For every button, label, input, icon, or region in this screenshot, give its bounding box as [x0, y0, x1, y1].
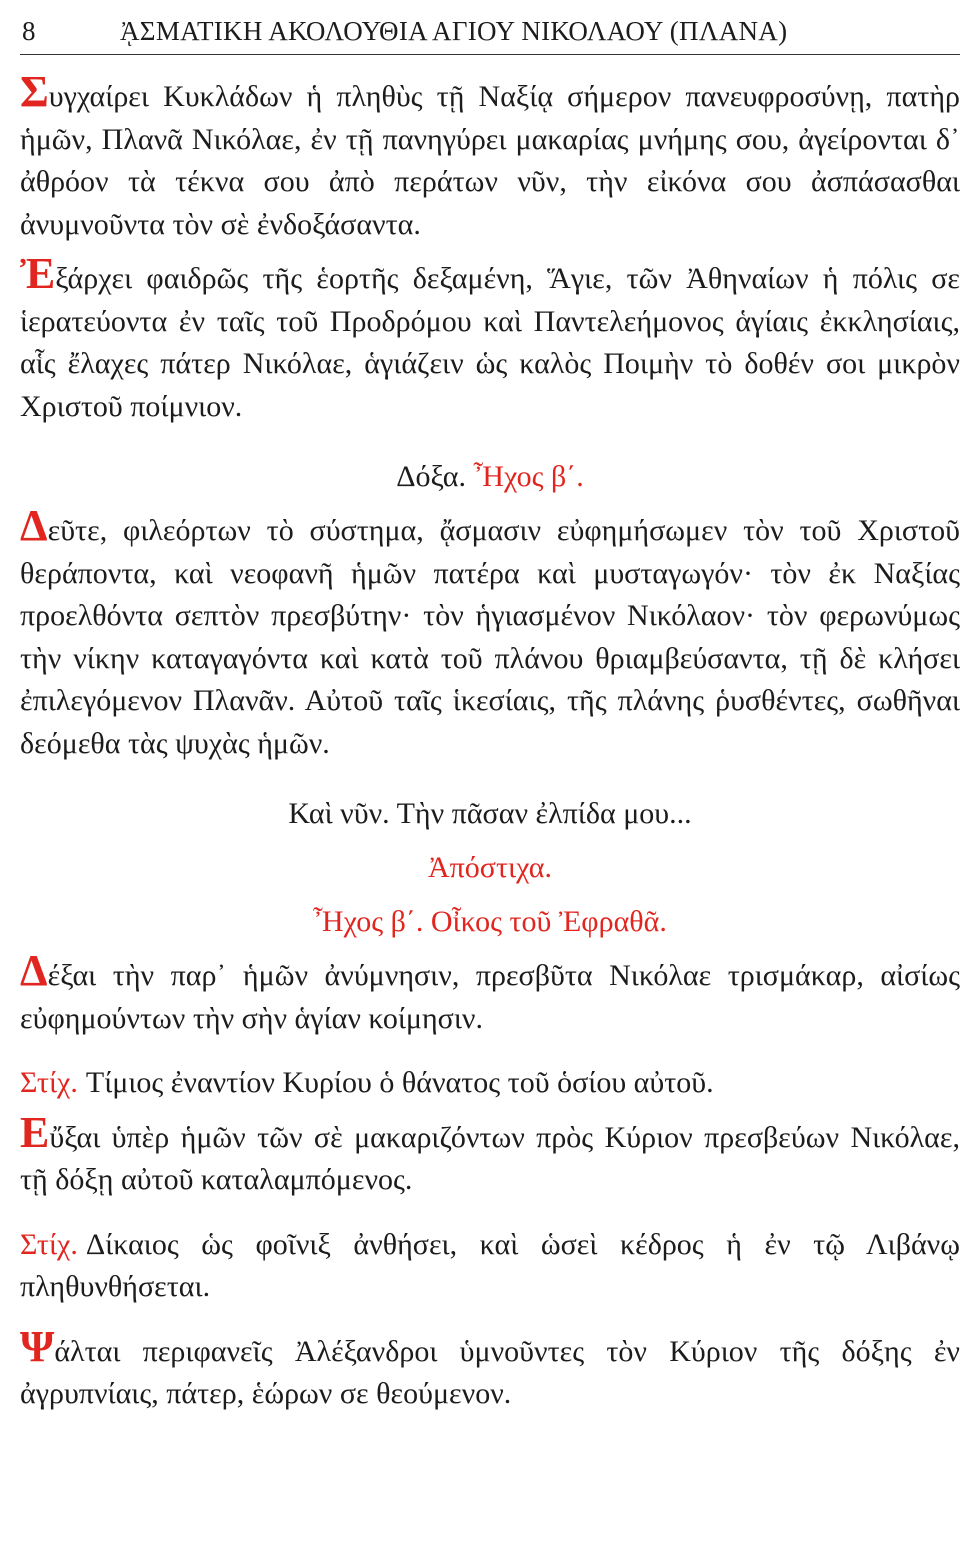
drop-cap: Σ — [20, 67, 49, 116]
tone-label: Ἦχος β΄. — [473, 460, 584, 493]
page-number: 8 — [22, 16, 36, 46]
tone-heading: Ἦχος β΄. Οἶκος τοῦ Ἐφραθᾶ. — [313, 905, 667, 938]
drop-cap: Δ — [20, 501, 48, 550]
verse-text: Τίμιος ἐναντίον Κυρίου ὁ θάνατος τοῦ ὁσίου αὐτοῦ. — [85, 1066, 714, 1099]
doxa-label: Δόξα. — [396, 460, 466, 493]
hymn-paragraph-4 — [20, 946, 960, 1040]
page-body — [20, 67, 960, 1416]
drop-cap: Ψ — [20, 1321, 55, 1371]
verse-label: Στίχ. — [20, 1066, 78, 1099]
kai-nyn-line: Καὶ νῦν. Τὴν πᾶσαν ἐλπίδα μου... — [288, 797, 692, 830]
drop-cap: Ἐ — [20, 249, 56, 298]
verse-line-2 — [20, 1224, 960, 1309]
hymn-text: ὔξαι ὑπὲρ ἡμῶν τῶν σὲ μακαριζόντων πρὸς Κύριον πρεσβεύων Νικόλαε, τῇ δόξῃ αὐτοῦ καταλαμπόμενος. — [20, 1120, 960, 1196]
aposticha-heading: Ἀπόστιχα. — [428, 851, 552, 884]
hymn-text: ξάρχει φαιδρῶς τῆς ἑορτῆς δεξαμένη, Ἅγιε, τῶν Ἀθηναίων ἡ πόλις σε ἱερατεύοντα ἐν ταῖς τοῦ Προδρόμου καὶ Παντελεήμονος ἁγίαις ἐκκλησίαις, αἷς ἔλαχες πάτερ Νικόλαε, ἁγιάζειν ὡς καλὸς Ποιμὴν τὸ δοθέν σοι μικρὸν Χριστοῦ ποίμνιον. — [20, 262, 960, 423]
drop-cap: Δ — [20, 946, 48, 995]
hymn-paragraph-6 — [20, 1321, 960, 1416]
hymn-text: έξαι τὴν παρ᾽ ἡμῶν ἀνύμνησιν, πρεσβῦτα Νικόλαε τρισμάκαρ, αἰσίως εὐφημούντων τὴν σὴν ἁγίαν κοίμησιν. — [20, 959, 960, 1035]
hymn-text: άλται περιφανεῖς Ἀλέξανδροι ὑμνοῦντες τὸν Κύριον τῆς δόξης ἐν ἀγρυπνίαις, πάτερ, ἑώρων σε θεούμενον. — [20, 1334, 960, 1410]
running-title: ᾈΣΜΑΤΙΚΗ ΑΚΟΛΟΥΘΙΑ ΑΓΙΟΥ ΝΙΚΟΛΑΟΥ (ΠΛΑΝΑ) — [120, 16, 788, 46]
verse-text: Δίκαιος ὡς φοῖνιξ ἀνθήσει, καὶ ὡσεὶ κέδρος ἡ ἐν τῷ Λιβάνῳ πληθυνθήσεται. — [20, 1227, 960, 1303]
hymn-text: εῦτε, φιλεόρτων τὸ σύστημα, ᾄσμασιν εὐφημήσωμεν τὸν τοῦ Χριστοῦ θεράποντα, καὶ νεοφανῆ ἡμῶν πατέρα καὶ μυσταγωγόν· τὸν ἐκ Ναξίας προελθόντα σεπτὸν πρεσβύτην· τὸν ἡγιασμένον Νικόλαον· τὸν φερωνύμως τὴν νίκην καταγαγόντα καὶ κατὰ τοῦ πλάνου θριαμβεύσαντα, τῇ δὲ κλήσει ἐπιλεγόμενον Πλανᾶν. Αὐτοῦ ταῖς ἱκεσίαις, τῆς πλάνης ῥυσθέντες, σωθῆναι δεόμεθα τὰς ψυχὰς ἡμῶν. — [20, 514, 960, 760]
hymn-paragraph-1 — [20, 67, 960, 246]
hymn-paragraph-2 — [20, 249, 960, 428]
verse-label: Στίχ. — [20, 1227, 78, 1261]
verse-line-1 — [20, 1062, 960, 1105]
drop-cap: Ε — [20, 1107, 50, 1157]
doxa-heading — [20, 456, 960, 498]
hymn-text: υγχαίρει Κυκλάδων ἡ πληθὺς τῇ Ναξίᾳ σήμερον πανευφροσύνῃ, πατὴρ ἡμῶν, Πλανᾶ Νικόλαε, ἐν τῇ πανηγύρει μακαρίας μνήμης σου, ἀγείρονται δ᾽ ἀθρόον τὰ τέκνα σου ἀπὸ περάτων νῦν, τὴν εἰκόνα σου ἀσπάσασθαι ἀνυμνοῦντα τὸν σὲ ἐνδοξάσαντα. — [20, 80, 960, 241]
hymn-paragraph-5 — [20, 1107, 960, 1202]
hymn-paragraph-3 — [20, 501, 960, 765]
running-header — [20, 10, 960, 55]
